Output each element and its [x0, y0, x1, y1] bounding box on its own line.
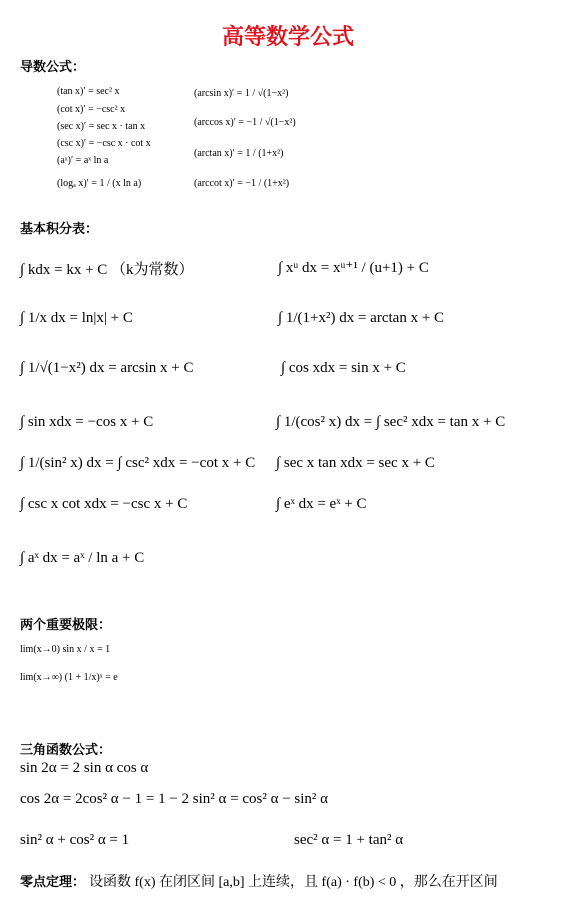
- zero-theorem-label: 零点定理：: [20, 875, 86, 890]
- integral-formula: ∫ 1/√(1−x²) dx = arcsin x + C: [20, 360, 194, 376]
- integral-formula: ∫ kdx = kx + C （k为常数）: [20, 262, 194, 278]
- derivative-formula: (arccos x)′ = −1 / √(1−x²): [194, 117, 296, 128]
- integral-formula: ∫ sec x tan xdx = sec x + C: [276, 455, 435, 471]
- derivative-formula: (tan x)′ = sec² x: [57, 86, 120, 97]
- derivative-formula: (arccot x)′ = −1 / (1+x²): [194, 178, 290, 189]
- derivative-heading: 导数公式：: [20, 60, 86, 75]
- integral-formula: ∫ 1/x dx = ln|x| + C: [20, 310, 133, 326]
- integral-formula: ∫ csc x cot xdx = −csc x + C: [20, 496, 188, 512]
- zero-theorem: [20, 871, 498, 891]
- derivative-formula: (cot x)′ = −csc² x: [57, 104, 126, 115]
- trig-formula: sin² α + cos² α = 1: [20, 832, 130, 848]
- integral-formula: ∫ xᵘ dx = xᵘ⁺¹ / (u+1) + C: [278, 260, 429, 276]
- integral-heading: 基本积分表：: [20, 222, 99, 237]
- trig-heading: 三角函数公式：: [20, 743, 112, 758]
- limits-heading: 两个重要极限：: [20, 618, 112, 633]
- integral-formula: ∫ eˣ dx = eˣ + C: [276, 496, 367, 512]
- derivative-formula: (sec x)′ = sec x · tan x: [57, 121, 146, 132]
- page-title: 高等数学公式: [221, 25, 354, 50]
- derivative-formula: (csc x)′ = −csc x · cot x: [57, 138, 151, 149]
- trig-formula: sin 2α = 2 sin α cos α: [20, 760, 149, 776]
- integral-formula: ∫ sin xdx = −cos x + C: [20, 414, 154, 430]
- zero-theorem-text: 设函数 f(x) 在闭区间 [a,b] 上连续，且 f(a) · f(b) < 0 ，那么在开区间: [89, 875, 498, 890]
- trig-formula: cos 2α = 2cos² α − 1 = 1 − 2 sin² α = cos² α − sin² α: [20, 791, 329, 807]
- derivative-formula: (arcsin x)′ = 1 / √(1−x²): [194, 88, 289, 99]
- integral-formula: ∫ cos xdx = sin x + C: [281, 360, 406, 376]
- integral-formula: ∫ aˣ dx = aˣ / ln a + C: [20, 550, 145, 566]
- derivative-formula: (arctan x)′ = 1 / (1+x²): [194, 148, 284, 159]
- limit-formula: lim(x→∞) (1 + 1/x)ˣ = e: [20, 672, 118, 683]
- trig-formula: sec² α = 1 + tan² α: [294, 832, 404, 848]
- derivative-formula: (aˣ)′ = aˣ ln a: [57, 155, 109, 166]
- integral-formula: ∫ 1/(1+x²) dx = arctan x + C: [278, 310, 445, 326]
- derivative-formula: (logₐ x)′ = 1 / (x ln a): [57, 178, 142, 189]
- limit-formula: lim(x→0) sin x / x = 1: [20, 644, 111, 655]
- integral-formula: ∫ 1/(cos² x) dx = ∫ sec² xdx = tan x + C: [276, 414, 506, 430]
- integral-formula: ∫ 1/(sin² x) dx = ∫ csc² xdx = −cot x + C: [20, 455, 256, 471]
